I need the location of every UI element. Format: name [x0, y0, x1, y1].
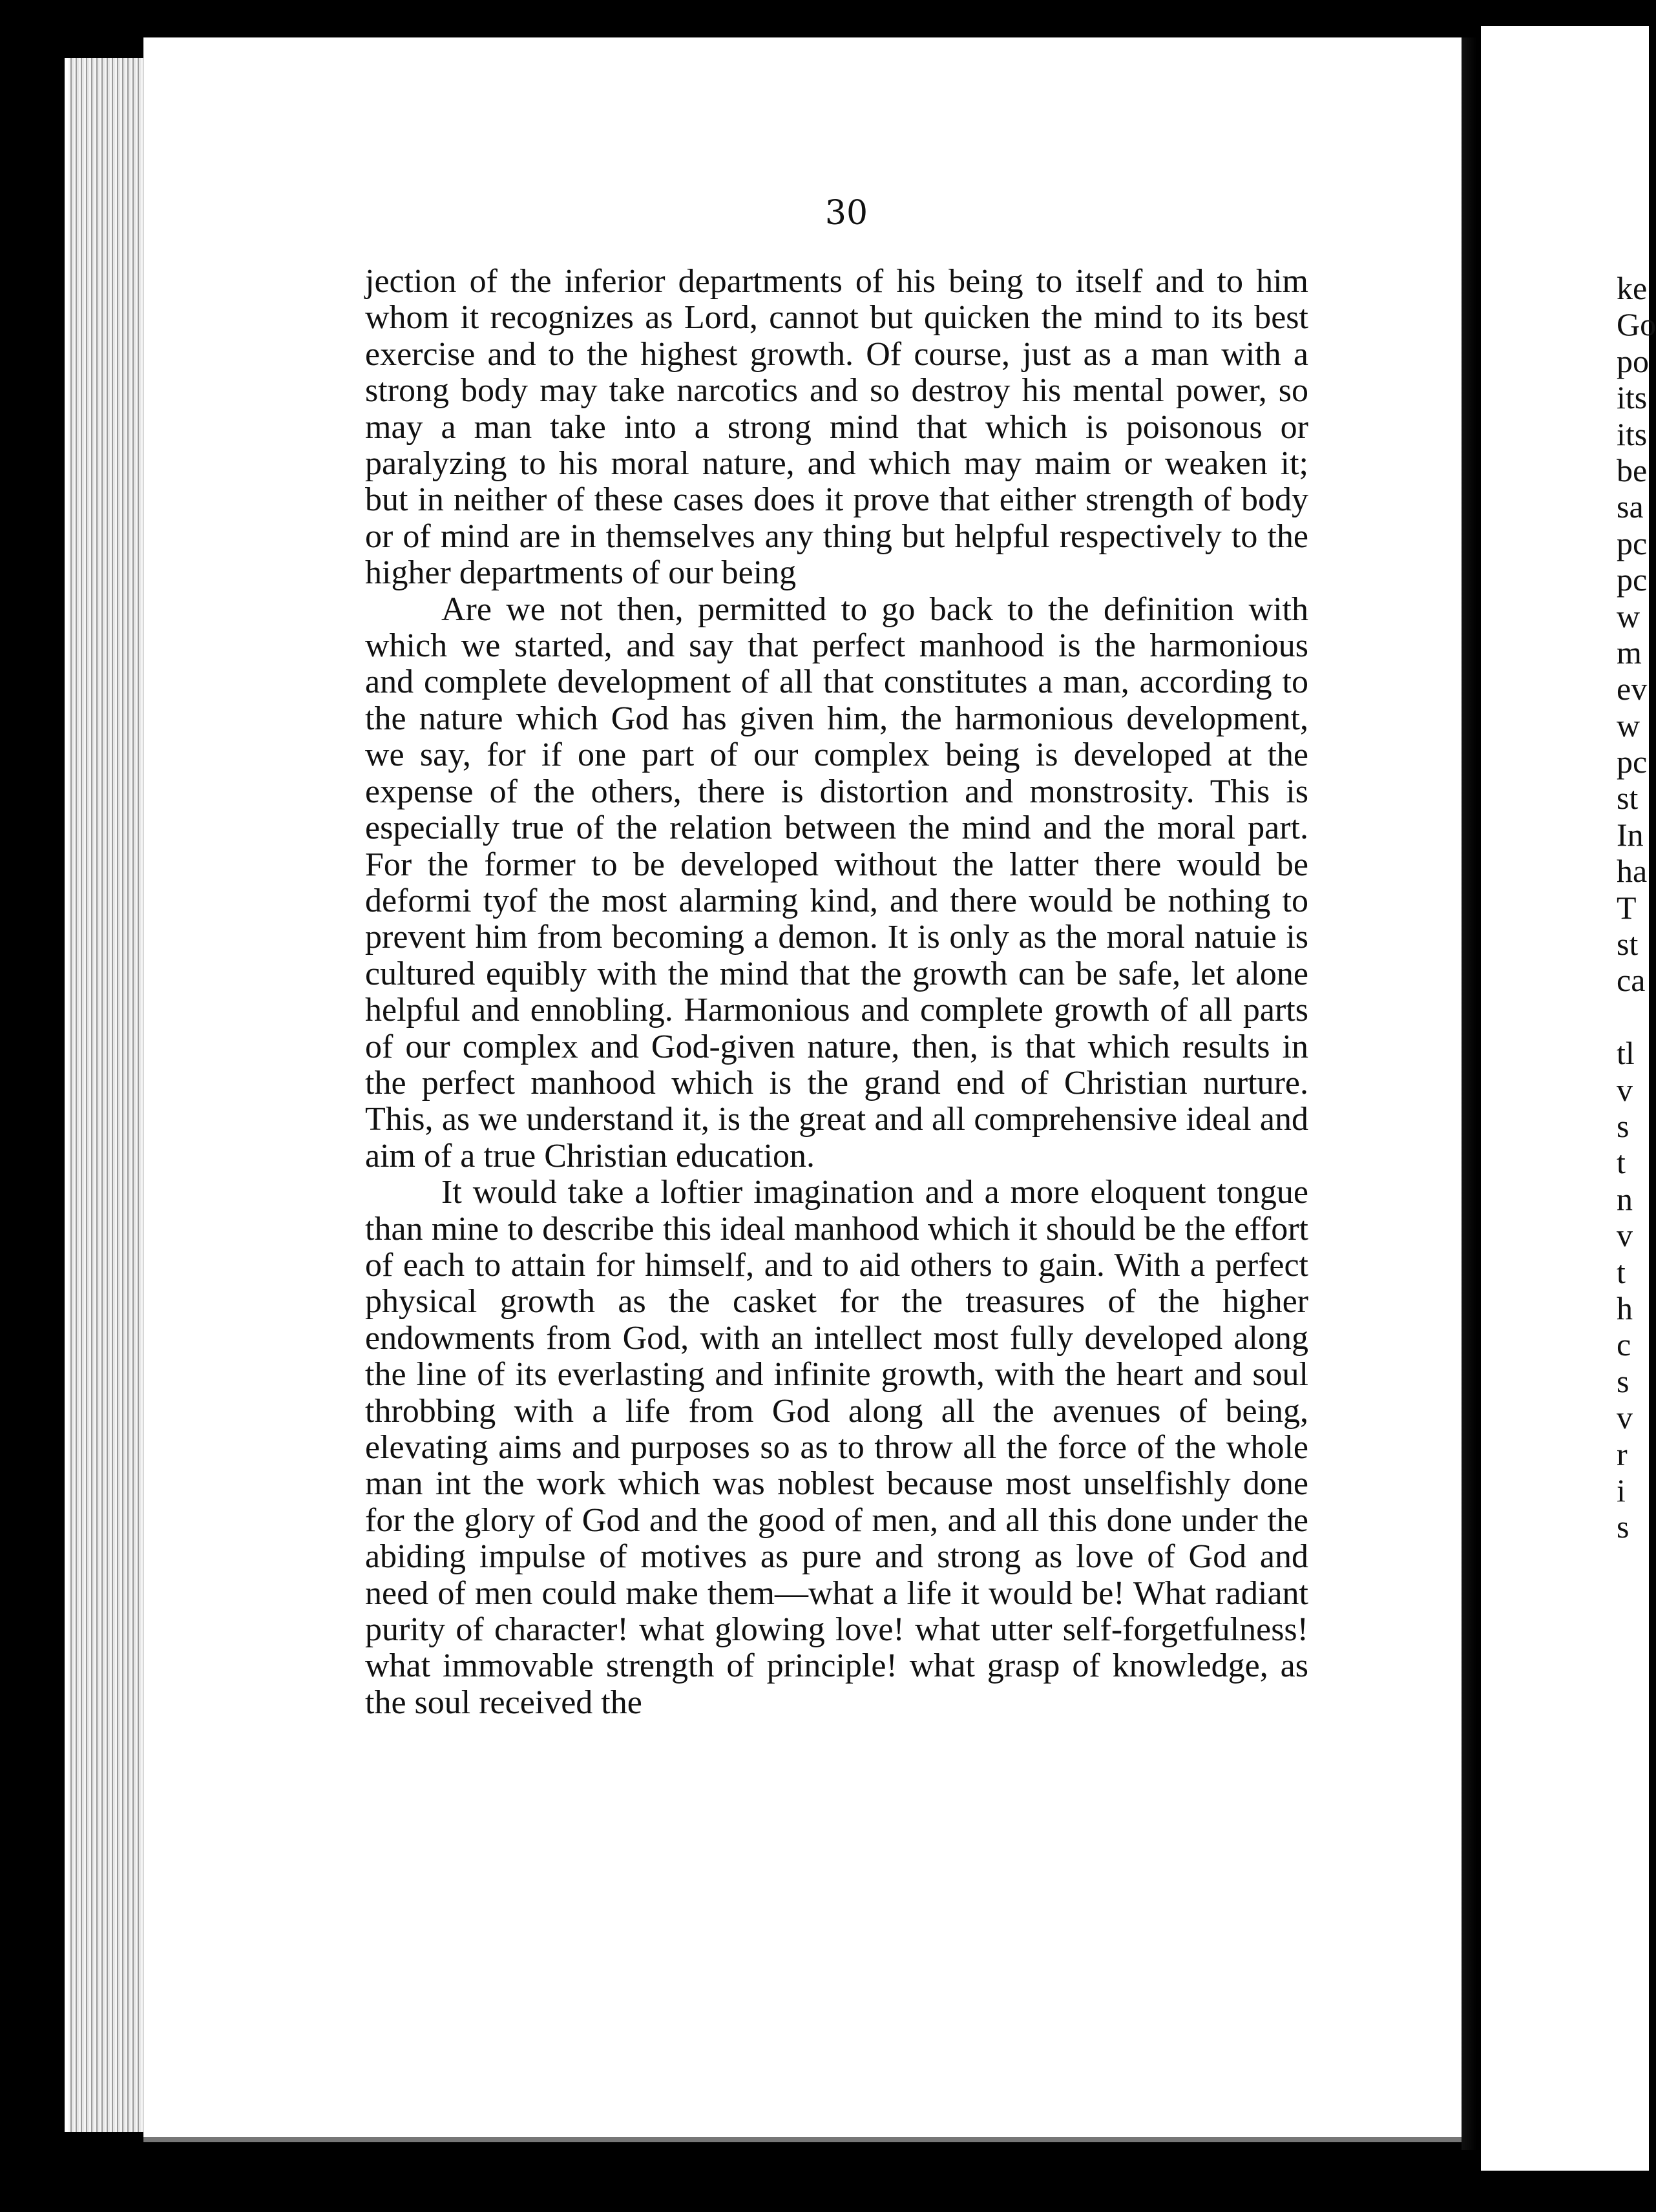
paragraph: Are we not then, permitted to go back to the definition with which we started, and say that perfect manhood is the harmonious and complete development of all that constitutes a man, according to the nature which God has given him, the harmonious development, we say, for if one part of our complex being is developed at the expense of the others, there is distortion and monstrosity. This is especially true of the relation between the mind and the moral part. For the former to be developed without the latter there would be deformi tyof the most alarming kind, and there would be nothing to prevent him from becoming a demon. It is only as the moral natuie is cultured equibly with the mind that the growth can be safe, let alone helpful and ennobling. Harmonious and complete growth of all parts of our complex and God-given nature, then, is that which results in the perfect manhood which is the grand end of Christian nurture. This, as we understand it, is the great and all comprehensive ideal and aim of a true Christian education.: [365, 590, 1308, 1174]
facing-line: pc: [1617, 744, 1648, 780]
facing-line: ha: [1617, 853, 1648, 890]
facing-line: sa: [1617, 488, 1644, 525]
facing-line: st: [1617, 780, 1639, 817]
facing-line: ca: [1617, 962, 1646, 999]
facing-line: v: [1617, 1217, 1633, 1254]
facing-line: [1617, 999, 1656, 1035]
facing-line: be: [1617, 452, 1648, 488]
facing-line: t: [1617, 1144, 1626, 1181]
facing-line: w: [1617, 598, 1640, 634]
facing-line: T: [1617, 889, 1637, 926]
body-text: [365, 264, 1308, 1721]
facing-line: s: [1617, 1107, 1630, 1144]
facing-line: m: [1617, 634, 1642, 671]
facing-line: its: [1617, 415, 1648, 452]
facing-line: s: [1617, 1508, 1630, 1545]
facing-line: po: [1617, 342, 1649, 379]
facing-line: t: [1617, 1253, 1626, 1290]
facing-line: i: [1617, 1472, 1626, 1508]
page-edge-stack: [65, 58, 152, 2132]
paragraph: jection of the inferior departments of his being to itself and to him whom it recognizes as Lord, cannot but quicken the mind to its best exercise and to the highest growth. Of course, just as a man with a strong body may take narcotics and so destroy his mental power, so may a man take into a strong mind that which is poisonous or paralyzing to his moral nature, and which may maim or weaken it; but in neither of these cases does it prove that either strength of body or of mind are in themselves any thing but helpful respectively to the higher departments of our being: [365, 263, 1308, 592]
facing-line: its: [1617, 379, 1648, 416]
facing-line: n: [1617, 1180, 1633, 1217]
facing-line: ev: [1617, 671, 1648, 707]
facing-line: v: [1617, 1071, 1633, 1108]
gutter-shadow: [1462, 37, 1477, 2150]
facing-line: r: [1617, 1435, 1628, 1472]
facing-line: pc: [1617, 561, 1648, 598]
facing-line: pc: [1617, 525, 1648, 561]
facing-line: c: [1617, 1326, 1631, 1363]
facing-line: h: [1617, 1289, 1633, 1326]
paragraph: It would take a loftier imagination and a more eloquent tongue than mine to describe this ideal manhood which it should be the effort of each to attain for himself, and to aid others to gain. With a perfect physical growth as the casket for the treasures of the higher endowments from God, with an intellect most fully developed along the line of its everlasting and infinite growth, with the heart and soul throbbing with a life from God along all the avenues of being, elevating aims and purposes so as to throw all the force of the whole man int the work which was noblest because most unselfishly done for the glory of God and the good of men, and all this done under the abiding impulse of motives as pure and strong as love of God and need of men could make them—what a life it would be! What radiant purity of character! what glowing love! what utter self-forgetfulness! what immovable strength of principle! what grasp of knowledge, as the soul received the: [365, 1174, 1308, 1721]
facing-line: v: [1617, 1399, 1633, 1436]
page-number: 30: [824, 194, 868, 233]
facing-line: ke: [1617, 270, 1648, 306]
facing-line: st: [1617, 926, 1639, 963]
facing-line: w: [1617, 707, 1640, 744]
facing-line: s: [1617, 1362, 1630, 1399]
facing-line: Go: [1617, 306, 1656, 343]
facing-page-text: [1617, 270, 1656, 1545]
facing-line: tl: [1617, 1035, 1635, 1072]
facing-line: In: [1617, 816, 1644, 853]
